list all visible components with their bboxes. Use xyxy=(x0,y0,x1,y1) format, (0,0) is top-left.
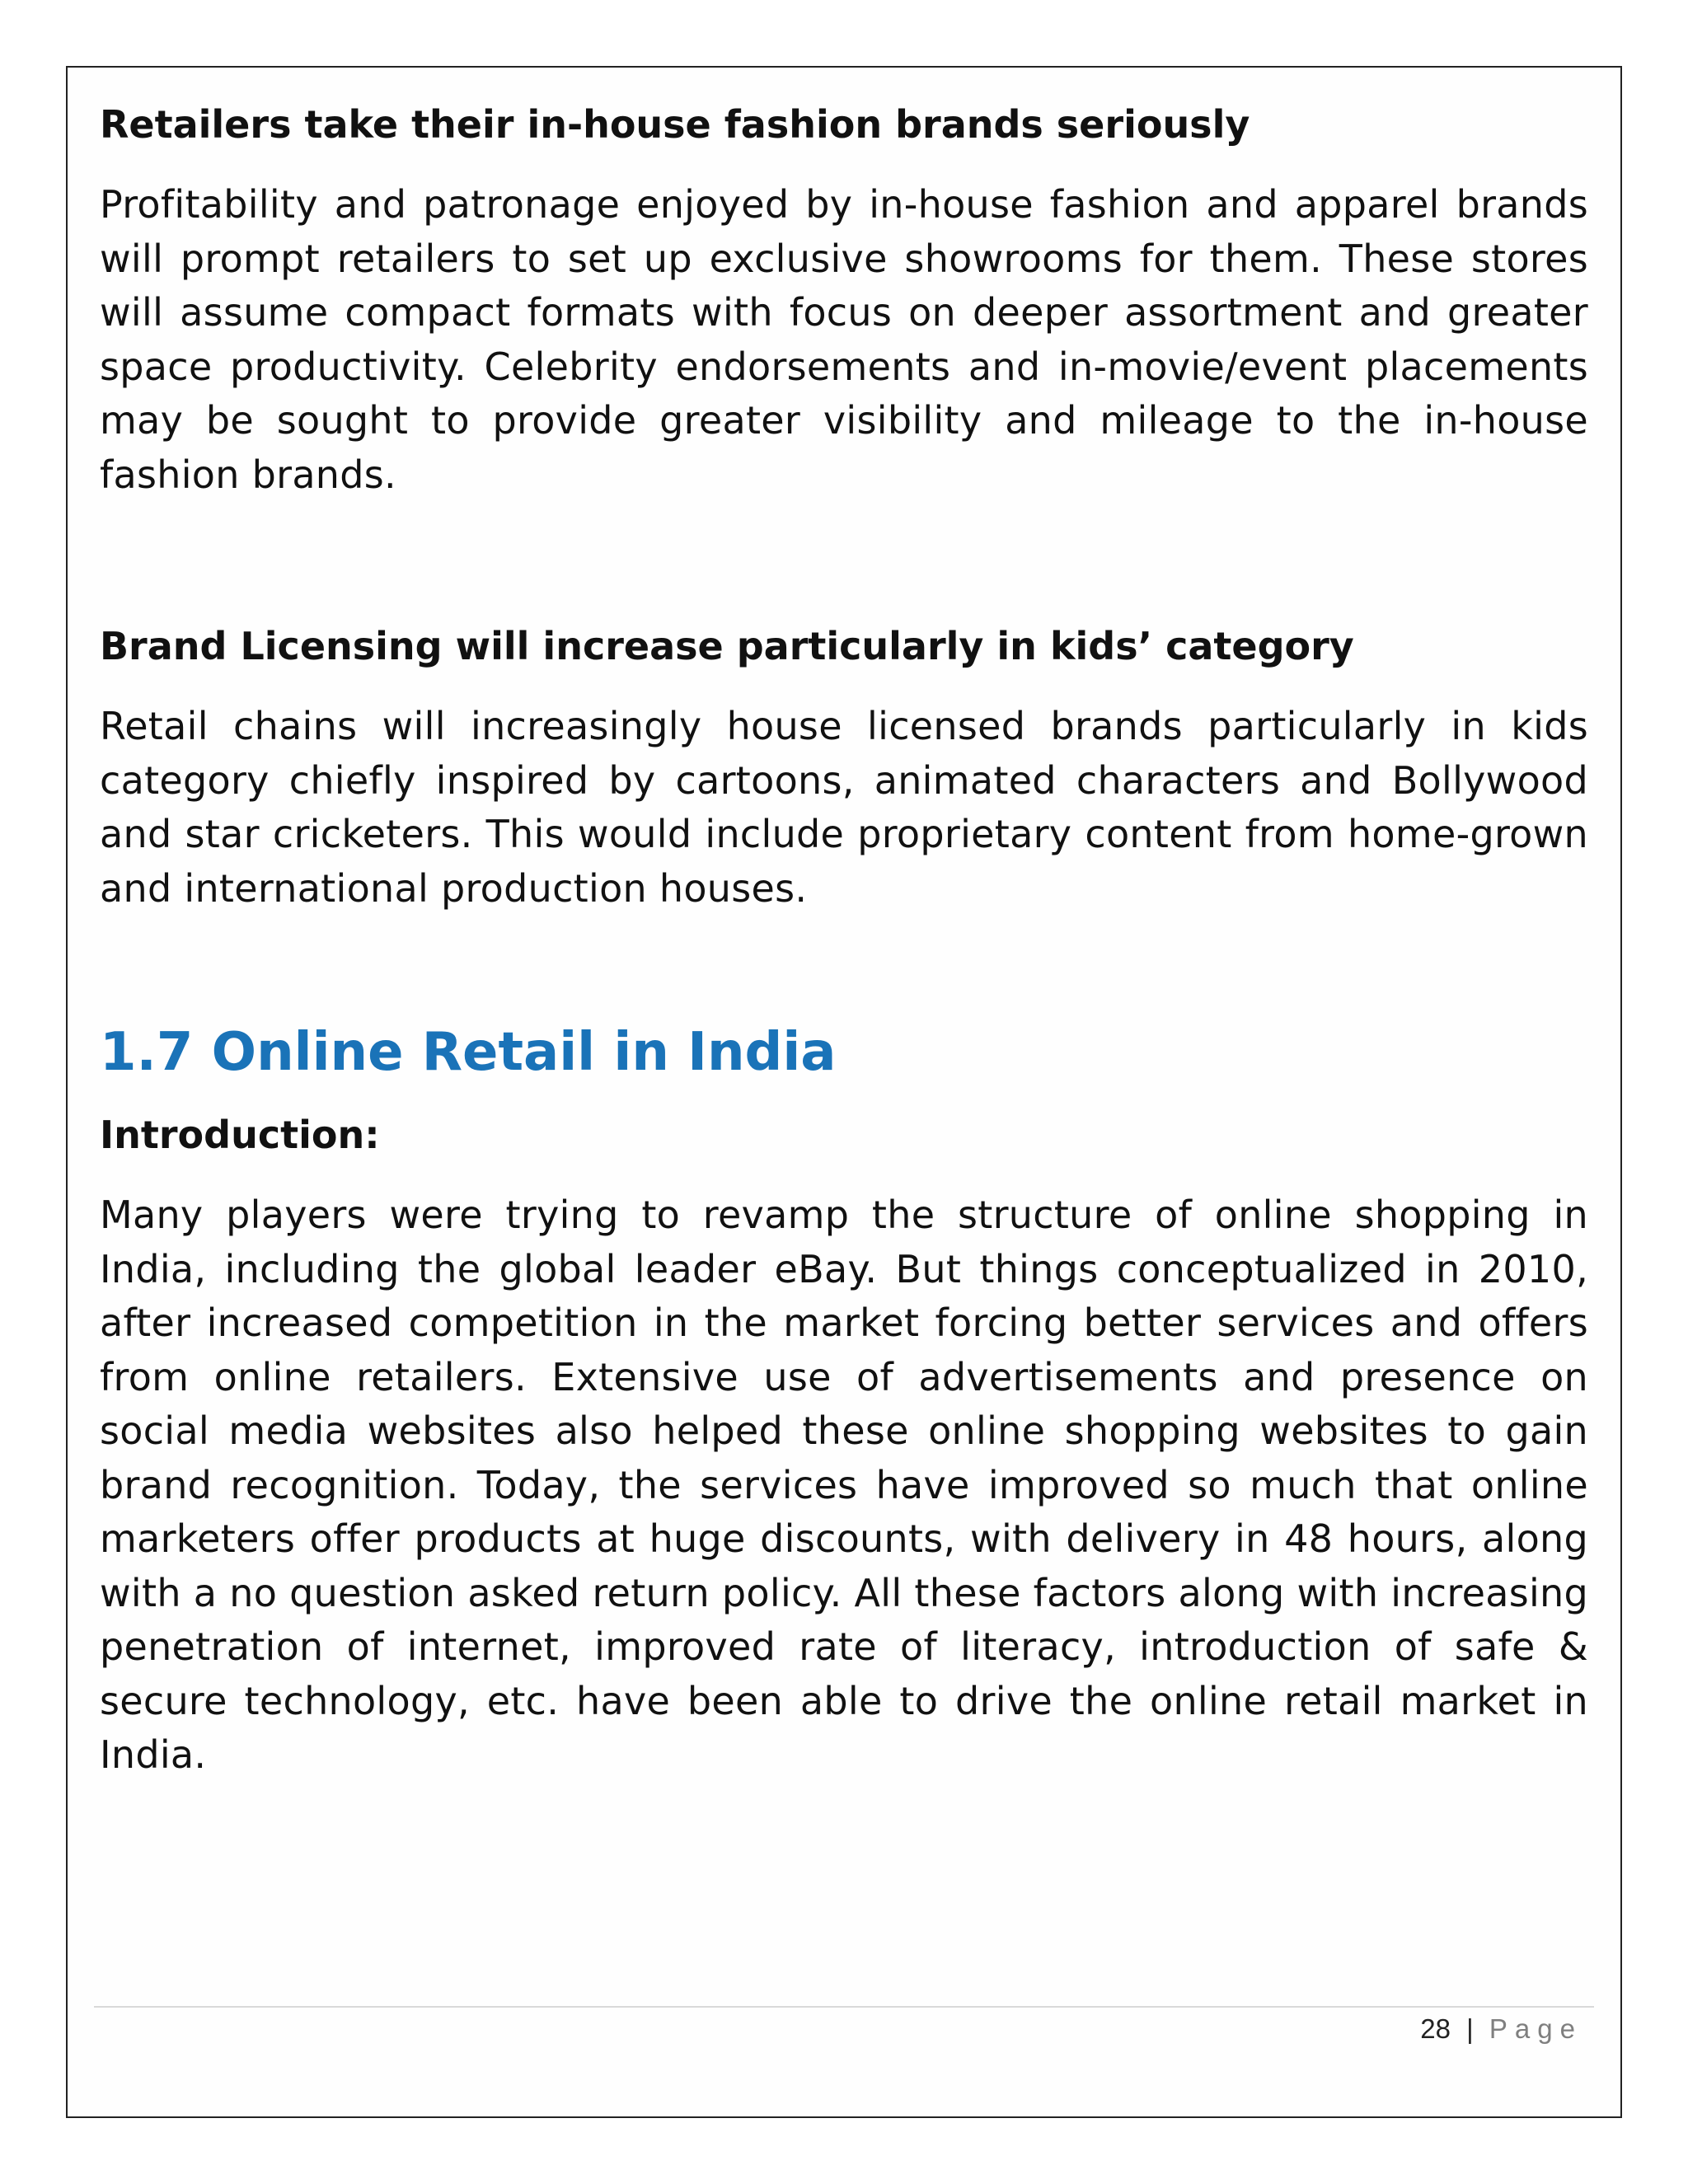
section-body-introduction: Many players were trying to revamp the structure of online shopping in India, including the global leader eBay. But things conceptualized in 2010, after increased competition in the market forcing better services and offers from online retailers. Extensive use of advertisements and presence on social media websites also helped these online shopping websites to gain brand recognition. Today, the services have improved so much that online marketers offer products at huge discounts, with delivery in 48 hours, along with a no question asked return policy. All these factors along with increasing penetration of internet, improved rate of literacy, introduction of safe & secure technology, etc. have been able to drive the online retail market in India. xyxy=(100,1193,1588,1778)
page-content xyxy=(100,91,1588,1783)
section-heading-retailers: Retailers take their in-house fashion brands seriously xyxy=(100,102,1250,147)
subheading-introduction: Introduction: xyxy=(100,1112,380,1157)
footer-divider xyxy=(94,2006,1594,2008)
section-title-online-retail: 1.7 Online Retail in India xyxy=(100,1022,837,1084)
footer-separator: | xyxy=(1466,2013,1474,2044)
page-number: 28 xyxy=(1420,2013,1451,2044)
page-label: Page xyxy=(1489,2013,1582,2044)
section-body-licensing: Retail chains will increasingly house licensed brands particularly in kids category chiefly inspired by cartoons, animated characters and Bollywood and star cricketers. This would include proprietary content from home-grown and international production houses. xyxy=(100,704,1588,911)
page-footer xyxy=(1420,2013,1582,2045)
section-heading-licensing: Brand Licensing will increase particularly in kids’ category xyxy=(100,624,1354,669)
section-body-retailers: Profitability and patronage enjoyed by in-house fashion and apparel brands will prompt retailers to set up exclusive showrooms for them. These stores will assume compact formats with focus on deeper assortment and greater space productivity. Celebrity endorsements and in-movie/event placements may be sought to provide greater visibility and mileage to the in-house fashion brands. xyxy=(100,182,1588,497)
